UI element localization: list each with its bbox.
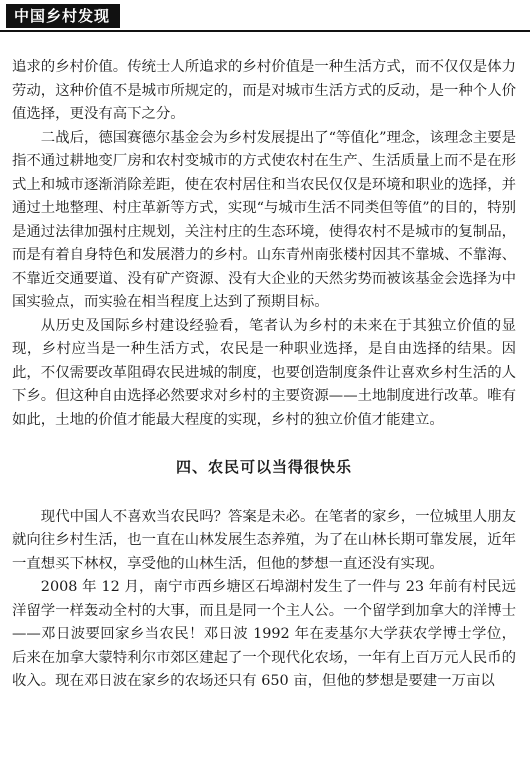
section-heading: 四、农民可以当得很快乐: [175, 458, 352, 476]
running-header: [0, 0, 530, 38]
page-body: [12, 56, 516, 694]
header-divider: [0, 30, 530, 32]
book-title-label: 中国乡村发现: [6, 4, 120, 28]
paragraph: 现代中国人不喜欢当农民吗？答案是未必。在笔者的家乡，一位城里人朋友就向往乡村生活，也一直在山林发展生态养殖，为了在山林长期可靠发展，近年一直想买下林权，享受他的山林生活，但他的梦想一直还没有实现。: [12, 508, 516, 572]
paragraph: 2008 年 12 月，南宁市西乡塘区石埠湖村发生了一件与 23 年前有村民远洋留学一样轰动全村的大事，而且是同一个主人公。一个留学到加拿大的洋博士——邓日波要回家乡当农民！邓日波 1992 年在麦基尔大学获农学博士学位，后来在加拿大蒙特利尔市郊区建起了一个现代化农场，一年有上百万元人民币的收入。现在邓日波在家乡的农场还只有 650 亩，但他的梦想是要建一万亩以: [12, 579, 516, 689]
paragraph: 从历史及国际乡村建设经验看，笔者认为乡村的未来在于其独立价值的显现，乡村应当是一种生活方式，农民是一种职业选择，是自由选择的结果。因此，不仅需要改革阻碍农民进城的制度，也要创造制度条件让喜欢乡村生活的人下乡。但这种自由选择必然要求对乡村的主要资源——土地制度进行改革。唯有如此，土地的价值才能最大程度的实现，乡村的独立价值才能建立。: [12, 317, 516, 428]
paragraph: 追求的乡村价值。传统士人所追求的乡村价值是一种生活方式，而不仅仅是体力劳动，这种价值不是城市所规定的，而是对城市生活方式的反动，是一种个人价值选择，更没有高下之分。: [12, 59, 516, 122]
paragraph: 二战后，德国赛德尔基金会为乡村发展提出了“等值化”理念，该理念主要是指不通过耕地变厂房和农村变城市的方式使农村在生产、生活质量上而不是在形式上和城市逐渐消除差距，使在农村居住和当农民仅仅是环境和职业的选择，并通过土地整理、村庄革新等方式，实现“与城市生活不同类但等值”的目的，特别是通过法律加强村庄规划，关注村庄的生态环境，使得农村不是城市的复制品，而是有着自身特色和发展潜力的乡村。山东青州南张楼村因其不靠城、不靠海、不靠近交通要道、没有矿产资源、没有大企业的天然劣势而被该基金会选择为中国实验点，而实验在相当程度上达到了预期目标。: [12, 129, 517, 310]
